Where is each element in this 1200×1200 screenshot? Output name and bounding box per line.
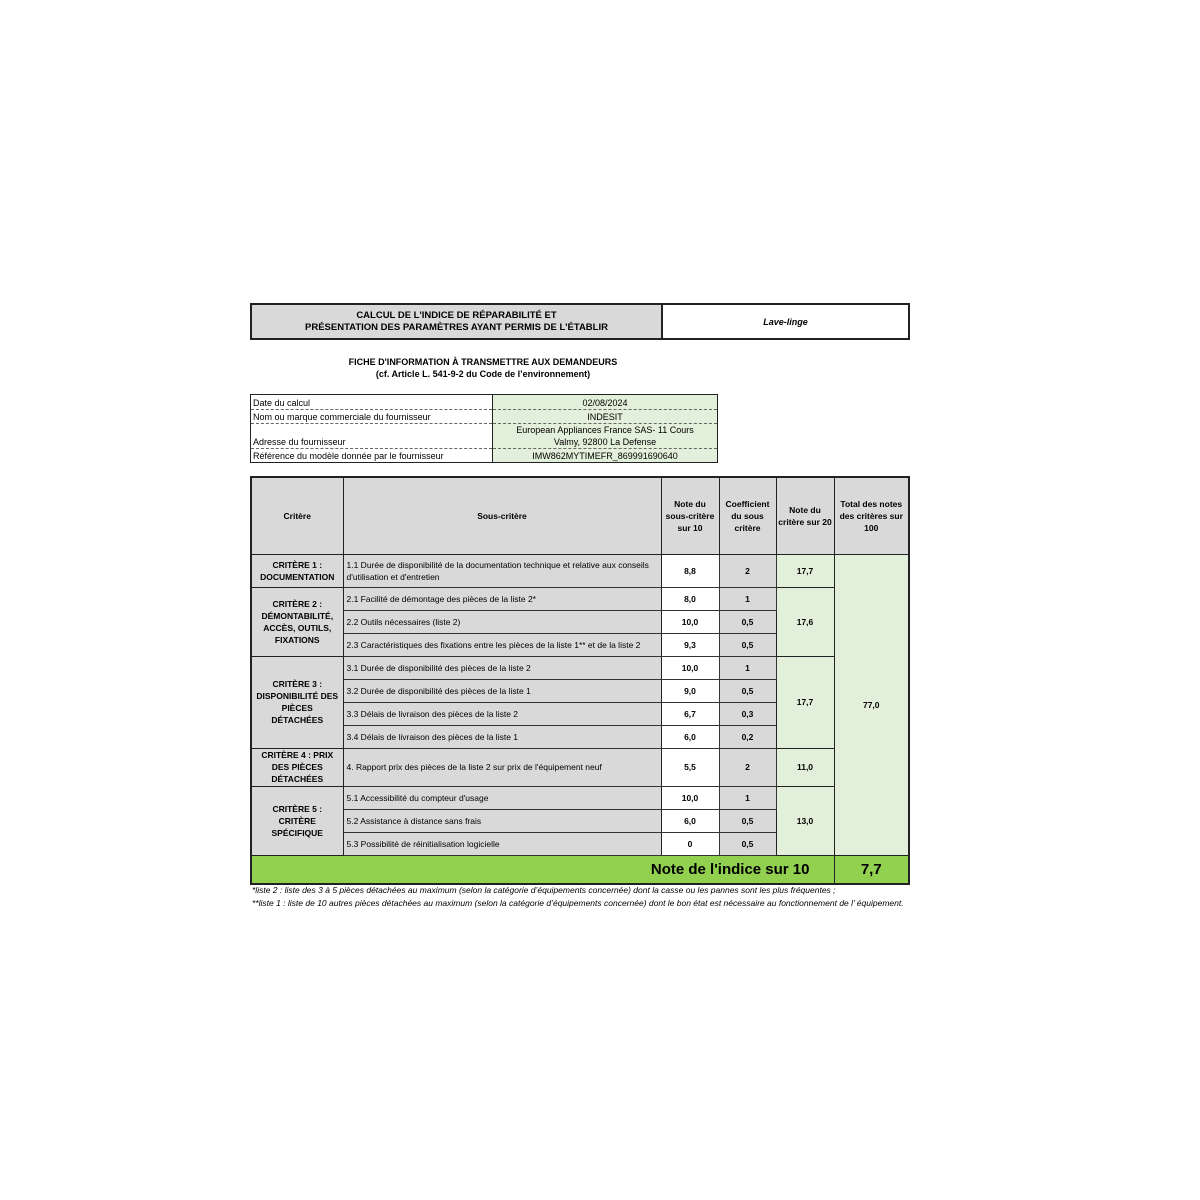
- final-score-label: Note de l'indice sur 10: [251, 855, 834, 884]
- table-row: [251, 554, 909, 587]
- subtitle: [250, 356, 716, 380]
- criterion-name: CRITÈRE 2 : DÉMONTABILITÉ, ACCÈS, OUTILS, FIXATIONS: [251, 587, 343, 656]
- info-row: [251, 395, 718, 410]
- column-header: Critère: [251, 477, 343, 554]
- info-row: [251, 424, 718, 449]
- info-value: European Appliances France SAS- 11 Cours Valmy, 92800 La Defense: [493, 424, 718, 449]
- sub-criterion-label: 2.3 Caractéristiques des fixations entre les pièces de la liste 1** et de la liste 2: [343, 633, 661, 656]
- sub-criterion-note: 6,0: [661, 809, 719, 832]
- sub-criterion-label: 3.4 Délais de livraison des pièces de la liste 1: [343, 725, 661, 748]
- table-row: [251, 748, 909, 786]
- info-row: [251, 449, 718, 463]
- footnote: *liste 2 : liste des 3 à 5 pièces détachées au maximum (selon la catégorie d’équipements concernée) dont la casse ou les pannes sont les plus fréquentes ;: [252, 885, 836, 895]
- header-title-line1: CALCUL DE L'INDICE DE RÉPARABILITÉ ET: [356, 309, 557, 321]
- sub-criterion-coefficient: 1: [719, 786, 776, 809]
- sub-criterion-label: 5.3 Possibilité de réinitialisation logicielle: [343, 832, 661, 855]
- header-title-line2: PRÉSENTATION DES PARAMÈTRES AYANT PERMIS DE L'ÉTABLIR: [305, 321, 608, 333]
- info-label: Date du calcul: [251, 395, 493, 410]
- table-row: [251, 587, 909, 610]
- document-header: [250, 303, 910, 340]
- footnotes: [252, 884, 912, 909]
- sub-criterion-label: 2.1 Facilité de démontage des pièces de la liste 2*: [343, 587, 661, 610]
- table-row: [251, 786, 909, 809]
- sub-criterion-coefficient: 1: [719, 656, 776, 679]
- product-category: Lave-linge: [763, 316, 808, 327]
- criterion-name: CRITÈRE 5 : CRITÈRE SPÉCIFIQUE: [251, 786, 343, 855]
- sub-criterion-coefficient: 0,5: [719, 679, 776, 702]
- header-title: [252, 305, 663, 338]
- sub-criterion-coefficient: 0,3: [719, 702, 776, 725]
- sub-criterion-note: 6,7: [661, 702, 719, 725]
- supplier-info-table: [250, 394, 718, 463]
- info-row: [251, 410, 718, 424]
- sub-criterion-label: 5.2 Assistance à distance sans frais: [343, 809, 661, 832]
- header-row: [251, 477, 909, 554]
- sub-criterion-note: 0: [661, 832, 719, 855]
- column-header: Coefficient du sous critère: [719, 477, 776, 554]
- sub-criterion-coefficient: 0,5: [719, 610, 776, 633]
- subtitle-line1: FICHE D'INFORMATION À TRANSMETTRE AUX DEMANDEURS: [348, 357, 618, 367]
- info-value: INDESIT: [493, 410, 718, 424]
- sub-criterion-label: 2.2 Outils nécessaires (liste 2): [343, 610, 661, 633]
- sub-criterion-coefficient: 0,2: [719, 725, 776, 748]
- criterion-name: CRITÈRE 3 : DISPONIBILITÉ DES PIÈCES DÉTACHÉES: [251, 656, 343, 748]
- sub-criterion-coefficient: 0,5: [719, 633, 776, 656]
- info-value: IMW862MYTIMEFR_869991690640: [493, 449, 718, 463]
- info-label: Référence du modèle donnée par le fournisseur: [251, 449, 493, 463]
- sub-criterion-note: 9,0: [661, 679, 719, 702]
- sub-criterion-label: 3.1 Durée de disponibilité des pièces de la liste 2: [343, 656, 661, 679]
- criterion-score: 11,0: [776, 748, 834, 786]
- sub-criterion-note: 8,8: [661, 554, 719, 587]
- sub-criterion-coefficient: 0,5: [719, 809, 776, 832]
- subtitle-line2: (cf. Article L. 541-9-2 du Code de l’environnement): [375, 369, 591, 379]
- criterion-score: 13,0: [776, 786, 834, 855]
- total-score: 77,0: [834, 554, 909, 855]
- sub-criterion-label: 1.1 Durée de disponibilité de la documentation technique et relative aux conseils d'utilisation et d'entretien: [343, 554, 661, 587]
- column-header: Note du critère sur 20: [776, 477, 834, 554]
- sub-criterion-note: 8,0: [661, 587, 719, 610]
- criterion-score: 17,6: [776, 587, 834, 656]
- info-label: Nom ou marque commerciale du fournisseur: [251, 410, 493, 424]
- sub-criterion-note: 5,5: [661, 748, 719, 786]
- sub-criterion-note: 9,3: [661, 633, 719, 656]
- sub-criterion-note: 10,0: [661, 610, 719, 633]
- sub-criterion-coefficient: 0,5: [719, 832, 776, 855]
- sub-criterion-note: 10,0: [661, 786, 719, 809]
- final-score-value: 7,7: [834, 855, 909, 884]
- criterion-score: 17,7: [776, 656, 834, 748]
- sub-criterion-note: 6,0: [661, 725, 719, 748]
- info-label: Adresse du fournisseur: [251, 424, 493, 449]
- sub-criterion-coefficient: 2: [719, 748, 776, 786]
- table-row: [251, 656, 909, 679]
- footnote: **liste 1 : liste de 10 autres pièces détachées au maximum (selon la catégorie d’équipements concernée) dont le bon état est nécessaire au fonctionnement de l’ équipement.: [252, 897, 904, 908]
- column-header: Sous-critère: [343, 477, 661, 554]
- sub-criterion-label: 4. Rapport prix des pièces de la liste 2 sur prix de l'équipement neuf: [343, 748, 661, 786]
- column-header: Note du sous-critère sur 10: [661, 477, 719, 554]
- sub-criterion-label: 5.1 Accessibilité du compteur d'usage: [343, 786, 661, 809]
- sub-criterion-label: 3.3 Délais de livraison des pièces de la liste 2: [343, 702, 661, 725]
- sub-criterion-coefficient: 1: [719, 587, 776, 610]
- sub-criterion-coefficient: 2: [719, 554, 776, 587]
- sub-criterion-note: 10,0: [661, 656, 719, 679]
- sub-criterion-label: 3.2 Durée de disponibilité des pièces de la liste 1: [343, 679, 661, 702]
- criterion-name: CRITÈRE 4 : PRIX DES PIÈCES DÉTACHÉES: [251, 748, 343, 786]
- column-header: Total des notes des critères sur 100: [834, 477, 909, 554]
- criterion-score: 17,7: [776, 554, 834, 587]
- criterion-name: CRITÈRE 1 : DOCUMENTATION: [251, 554, 343, 587]
- repairability-table: [250, 476, 910, 885]
- info-value: 02/08/2024: [493, 395, 718, 410]
- final-score-row: [251, 855, 909, 884]
